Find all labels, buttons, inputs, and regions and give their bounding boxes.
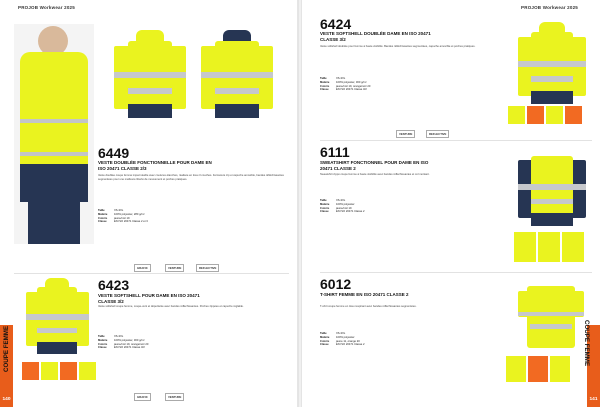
product-6424-specs: Taille XS-3XL Matière 100% polyester, 300 g/m² Coloris jaune/noir 19, orange/noir 20 Classe EN ISO 20471 Classe 3/2 [320,77,371,92]
page-number: 141 [589,397,598,402]
product-6012-title: T-SHIRT FEMME EN ISO 20471 CLASSE 2 [320,292,409,297]
divider [320,272,592,273]
left-page [0,0,298,407]
logo-reflective: REFLECTIVE [426,130,449,138]
product-6423-image [22,278,92,354]
product-6423-title: VESTE SOFTSHELL POUR DAME EN ISO 20471 CLASSE 3/2 [98,293,200,304]
product-6449-title: VESTE DOUBLÉE FONCTIONNELLE POUR DAME EN ISO 20471 CLASSE 2/3 [98,160,212,171]
product-6449-description: Veste doublée coupe femme imperméable avec coutures étanches, réalisée en tissu 3 couches. Fermeture zip et capuche amovible, bandes réfléchissantes segmentées pour une meilleure liberté de mouvement et poches pratiques. [98,174,284,181]
product-6423-color-variants [22,362,96,380]
product-6449-back-image [197,30,277,118]
product-6423-description: Veste softshell coupe femme, coupe-vent et déperlante avec bandes réfléchissantes. Poches zippées et capuche réglable. [98,305,244,308]
product-6424-description: Veste softshell doublée pour femme à haute visibilité. Bandes réfléchissantes segmentées, capuche amovible et poches pratiques. [320,45,476,48]
logo-reflective: REFLECTIVE [196,264,219,272]
product-6111-image [514,146,590,226]
product-6424-image [514,22,590,104]
product-6423-specs: Taille XS-3XL Matière 100% polyester, 300 g/m² Coloris jaune/noir 19, orange/noir 20 Classe EN ISO 20471 Classe 3/2 [98,335,149,350]
product-6111-title: SWEATSHIRT FONCTIONNEL POUR DAME EN ISO 20471 CLASSE 2 [320,160,429,171]
product-6449-specs: Taille XS-3XL Matière 100% polyester, 280 g/m² Coloris jaune/noir 19 Classe EN ISO 20471 Classe 2 et 3 [98,209,148,224]
product-6111-number: 6111 [320,144,350,160]
product-6424-color-variants [508,106,582,124]
right-page [302,0,600,407]
product-6449-front-image [110,30,190,118]
logo-grafix: GRAFIX [134,393,151,401]
model-photo [14,24,94,244]
section-label: COUPE FEMME [3,325,10,372]
logo-venture: VENTURE [165,264,184,272]
logo-venture: VENTURE [165,393,184,401]
product-6424-title: VESTE SOFTSHELL DOUBLÉE DAME EN ISO 20471 CLASSE 3/2 [320,31,431,42]
logo-grafix: GRAFIX [134,264,151,272]
product-6012-color-variants [506,356,570,382]
product-6012-description: T-shirt coupe femme en tissu respirant avec bandes réfléchissantes segmentées. [320,305,417,308]
logo-venture: VENTURE [396,130,415,138]
product-6111-description: Sweatshirt zippé coupe femme à haute visibilité avec bandes réfléchissantes et col montant. [320,173,430,176]
page-header: PROJOB Workwear 2025 [521,5,578,10]
section-label: COUPE FEMME [583,320,590,367]
product-6424-number: 6424 [320,16,352,32]
divider [320,140,592,141]
product-6111-color-variants [514,232,584,262]
product-6012-image [514,278,588,348]
product-6423-number: 6423 [98,277,130,293]
page-number: 140 [2,397,11,402]
product-6012-number: 6012 [320,276,352,292]
product-6449-number: 6449 [98,145,130,161]
page-header: PROJOB Workwear 2025 [18,5,75,10]
divider [14,273,289,274]
product-6012-specs: Taille XS-3XL Matière 100% polyester Coloris jaune 11, orange 20 Classe EN ISO 20471 Classe 2 [320,332,365,347]
product-6111-specs: Taille XS-3XL Matière 100% polyester Coloris jaune/noir 19 Classe EN ISO 20471 Classe 2 [320,199,365,214]
